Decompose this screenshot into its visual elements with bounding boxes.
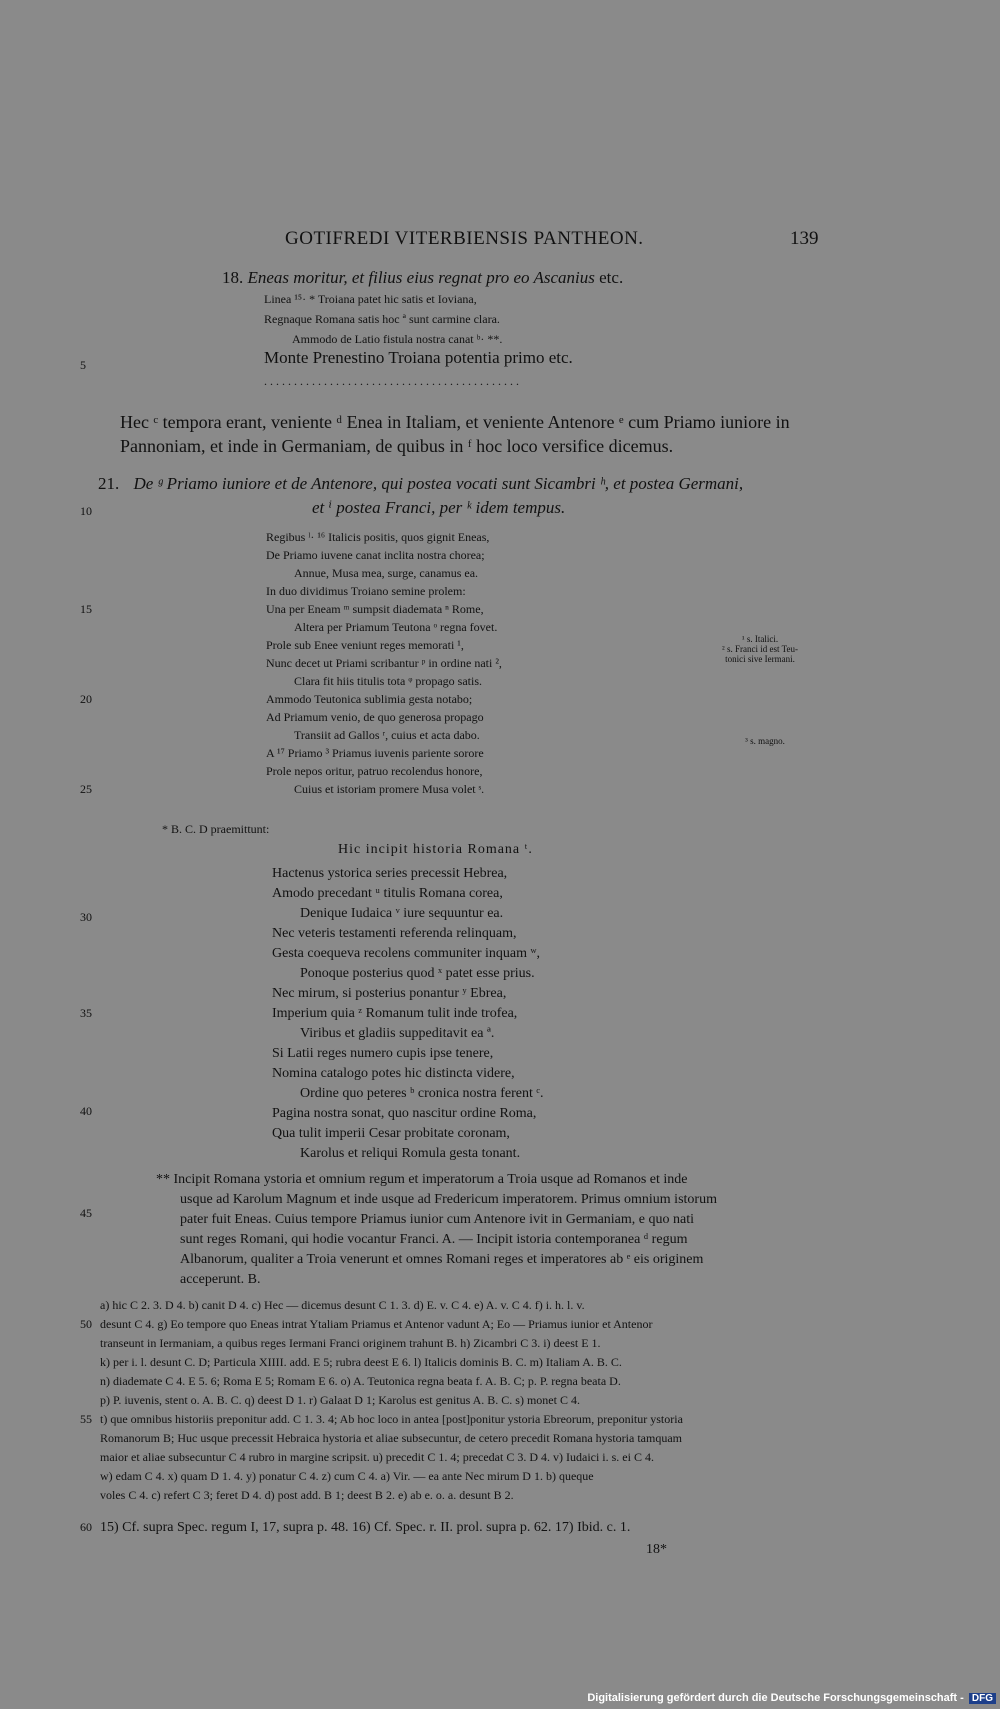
margin-note-line: ¹ s. Italici. [741,634,779,644]
footnote-line: t) que omnibus historiis preponitur add. C 1. 3. 4; Ab hoc loco in antea [post]ponitur ystoria Ebreorum, preponitur ystoria [100,1412,683,1426]
verse-line: Prole nepos oritur, patruo recolendus honore, [266,764,483,778]
verse-line: De Priamo iuvene canat inclita nostra chorea; [266,548,485,562]
verse-line: Imperium quia ᶻ Romanum tulit inde trofea, [272,1006,518,1021]
verse-line: Nunc decet ut Priami scribantur ᵖ in ordine nati ², [266,656,502,670]
page-number: 139 [790,228,819,249]
section-title-cont: et ⁱ postea Franci, per ᵏ idem tempus. [312,498,566,517]
footnote-line: n) diademate C 4. E 5. 6; Roma E 5; Romam E 6. o) A. Teutonica regna beata f. A. B. C; p. P. regna beata D. [100,1374,621,1388]
verse-line: In duo dividimus Troiano semine prolem: [266,584,466,598]
line-number: 20 [80,692,92,706]
margin-note-line: tonici sive Iermani. [725,654,795,664]
note-line: acceperunt. B. [180,1272,261,1287]
verse-line: Una per Eneam ᵐ sumpsit diademata ⁿ Rome, [266,602,484,616]
footnote-line: w) edam C 4. x) quam D 1. 4. y) ponatur C 4. z) cum C 4. a) Vir. — ea ante Nec mirum D 1. b) queque [100,1469,594,1483]
footnote-line: Romanorum B; Huc usque precessit Hebraica hystoria et aliae subsecuntur, de cetero precedit Romana hystoria tamquam [100,1431,682,1445]
footnote-line: transeunt in Iermaniam, a quibus reges Iermani Franci originem trahunt B. h) Zicambri C 3. i) deest E 1. [100,1336,601,1350]
line-number: 55 [80,1412,92,1426]
footer-text: Digitalisierung gefördert durch die Deutsche Forschungsgemeinschaft - [587,1692,964,1704]
section-18-heading [222,268,623,288]
running-header: GOTIFREDI VITERBIENSIS PANTHEON. [285,228,644,249]
line-number: 5 [80,358,86,372]
line-number: 25 [80,782,92,796]
section-title: Eneas moritur, et filius eius regnat pro eo Ascanius [247,268,595,287]
verse-line: Clara fit hiis titulis tota ᵠ propago satis. [294,674,482,688]
verse-line: Viribus et gladiis suppeditavit ea ª. [300,1026,495,1041]
reference-notes: 15) Cf. supra Spec. regum I, 17, supra p. 48. 16) Cf. Spec. r. II. prol. supra p. 62. 17) Ibid. c. 1. [100,1520,631,1535]
verse-line: Regibus ˡ· ¹⁶ Italicis positis, quos gignit Eneas, [266,530,490,544]
verse-line: Ponoque posterius quod ˣ patet esse prius. [300,966,535,981]
verse-title: Hic incipit historia Romana ᵗ. [338,842,533,857]
ellipsis-line: . . . . . . . . . . . . . . . . . . . . . . . . . . . . . . . . . . . . . . . . . . . [264,374,519,388]
margin-note [700,634,820,664]
footnote-intro-text: * B. C. D praemittunt: [162,822,270,836]
verse-line: Ammodo de Latio fistula nostra canat ᵇ· **. [292,332,503,346]
dfg-logo: DFG [969,1693,996,1704]
prose-paragraph: Hec ᶜ tempora erant, veniente ᵈ Enea in Italiam, et veniente Antenore ᵉ cum Priamo iuniore in Pannoniam, et inde in Germaniam, de quibus in ᶠ hoc loco versifice dicemus. [120,412,790,456]
section-title: De ᵍ Priamo iuniore et de Antenore, qui postea vocati sunt Sicambri ʰ, et postea Germani, [133,474,744,493]
section-title-tail: etc. [599,268,624,287]
footnote-line: maior et aliae subsecuntur C 4 rubro in margine scripsit. u) precedit C 1. 4; precedat C 3. D 4. v) Iudaici i. s. ei C 4. [100,1450,654,1464]
section-21-heading [98,474,743,494]
line-number: 40 [80,1104,92,1118]
footnote-intro [162,822,269,837]
note-line: Albanorum, qualiter a Troia venerunt et omnes Romani reges et imperatores ab ᵉ eis originem [180,1252,704,1267]
section-number: 18. [222,268,244,287]
verse-line: Ad Priamum venio, de quo generosa propago [266,710,484,724]
footnote-line: a) hic C 2. 3. D 4. b) canit D 4. c) Hec — dicemus desunt C 1. 3. d) E. v. C 4. e) A. v. C 4. f) i. h. l. v. [100,1298,585,1312]
verse-line: Gesta coequeva recolens communiter inquam ʷ, [272,946,541,961]
verse-line: Nec mirum, si posterius ponantur ʸ Ebrea, [272,986,507,1001]
verse-line: Transiit ad Gallos ʳ, cuius et acta dabo. [294,728,480,742]
footnote-line: k) per i. l. desunt C. D; Particula XIIII. add. E 5; rubra deest E 6. l) Italicis dominis B. C. m) Italiam A. B. C. [100,1355,622,1369]
verse-line: Regnaque Romana satis hoc ª sunt carmine clara. [264,312,500,326]
note-line: pater fuit Eneas. Cuius tempore Priamus iunior cum Antenore ivit in Germaniam, e quo nati [180,1212,694,1227]
verse-line: Si Latii reges numero cupis ipse tenere, [272,1046,494,1061]
verse-line: Cuius et istoriam promere Musa volet ˢ. [294,782,485,796]
margin-note-line: ² s. Franci id est Teu- [722,644,798,654]
note-line: ** Incipit Romana ystoria et omnium regum et imperatorum a Troia usque ad Romanos et inde [156,1172,688,1187]
verse-line: Altera per Priamum Teutona ᵒ regna fovet. [294,620,498,634]
verse-line: Hactenus ystorica series precessit Hebrea, [272,866,508,881]
signature-mark: 18* [646,1542,667,1557]
verse-line: Pagina nostra sonat, quo nascitur ordine Roma, [272,1106,537,1121]
section-number: 21. [98,474,120,493]
verse-line: Prole sub Enee veniunt reges memorati ¹, [266,638,464,652]
verse-line-large: Monte Prenestino Troiana potentia primo etc. [264,348,573,367]
funding-footer [587,1692,996,1704]
verse-line: Nec veteris testamenti referenda relinquam, [272,926,517,941]
verse-line: Ordine quo peteres ᵇ cronica nostra ferent ᶜ. [300,1086,544,1101]
line-number: 30 [80,910,92,924]
footnote-line: p) P. iuvenis, stent o. A. B. C. q) deest D 1. r) Galaat D 1; Karolus est genitus A. B. C. s) monet C 4. [100,1393,580,1407]
line-number: 50 [80,1317,92,1331]
verse-line: A ¹⁷ Priamo ³ Priamus iuvenis pariente sorore [266,746,484,760]
verse-line: Annue, Musa mea, surge, canamus ea. [294,566,479,580]
verse-line: Ammodo Teutonica sublimia gesta notabo; [266,692,473,706]
line-number: 10 [80,504,92,518]
note-line: sunt reges Romani, qui hodie vocantur Franci. A. — Incipit istoria contemporanea ᵈ regum [180,1232,688,1247]
verse-line: Qua tulit imperii Cesar probitate coronam, [272,1126,510,1141]
verse-line: Amodo precedant ᵘ titulis Romana corea, [272,886,503,901]
line-number: 15 [80,602,92,616]
line-number: 45 [80,1206,92,1220]
verse-line: Karolus et reliqui Romula gesta tonant. [300,1146,521,1161]
line-number: 35 [80,1006,92,1020]
verse-line: Nomina catalogo potes hic distincta videre, [272,1066,515,1081]
line-number: 60 [80,1520,92,1534]
verse-line: Denique Iudaica ᵛ iure sequuntur ea. [300,906,504,921]
footnote-line: desunt C 4. g) Eo tempore quo Eneas intrat Ytaliam Priamus et Antenor vadunt A; Eo — Priamus iunior et Antenor [100,1317,653,1331]
verse-line: Linea ¹⁵· * Troiana patet hic satis et Ioviana, [264,292,477,306]
note-line: usque ad Karolum Magnum et inde usque ad Fredericum imperatorem. Primus omnium istorum [180,1192,717,1207]
footnote-line: voles C 4. c) refert C 3; feret D 4. d) post add. B 1; deest B 2. e) ab e. o. a. desunt B 2. [100,1488,514,1502]
margin-note: ³ s. magno. [745,736,785,746]
